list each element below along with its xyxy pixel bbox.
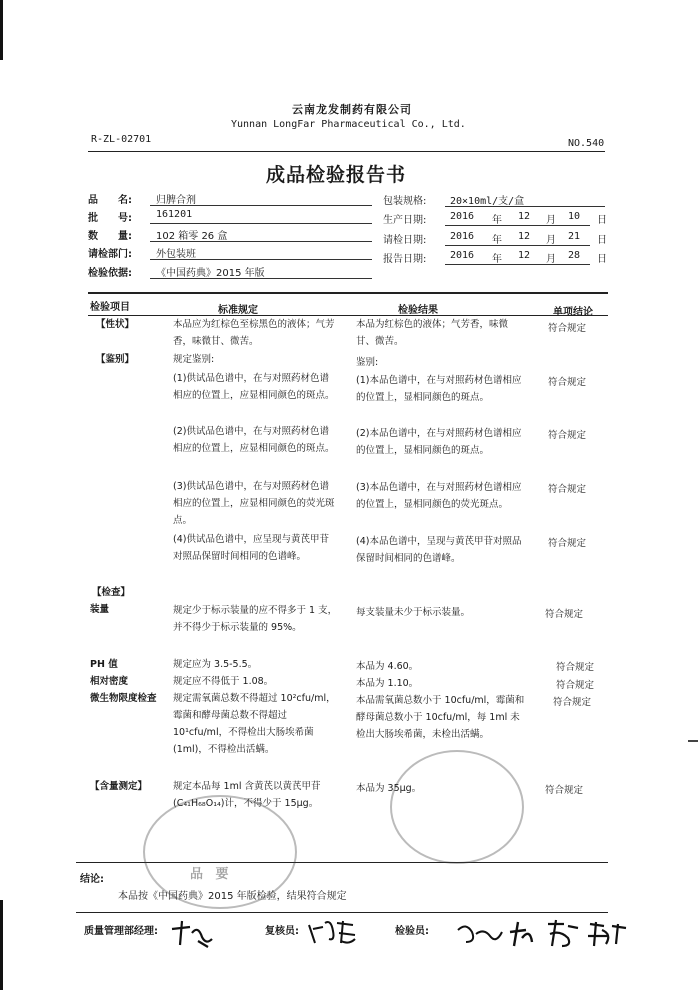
month-unit: 月 <box>546 254 556 265</box>
basis-label: 检验依据: <box>88 268 132 279</box>
table-header-result: 检验结果 <box>398 305 438 316</box>
scan-edge <box>0 0 3 60</box>
underline <box>150 223 372 224</box>
row-standard: 规定应不得低于 1.08。 <box>173 676 274 687</box>
row-result: 本品为 4.60。 <box>356 661 419 672</box>
year-unit: 年 <box>492 235 502 246</box>
basis-value: 《中国药典》2015 年版 <box>156 268 265 279</box>
request-date-day: 21 <box>568 231 581 242</box>
request-date-month: 12 <box>518 231 531 242</box>
row-result: 本品需氧菌总数小于 10cfu/ml，霉菌和酵母菌总数小于 10cfu/ml，每 1ml 未检出大肠埃希菌，未检出活螨。 <box>356 695 525 740</box>
stamp-text: 品 要 <box>190 867 233 882</box>
quantity-value: 102 箱零 26 盒 <box>156 231 228 242</box>
batch-label: 批 号: <box>88 213 132 224</box>
product-value: 归脾合剂 <box>156 195 196 206</box>
underline <box>445 206 605 207</box>
row-result: (2)本品色谱中，在与对照药材色谱相应的位置上，显相同颜色的斑点。 <box>356 428 522 456</box>
day-unit: 日 <box>597 254 607 265</box>
header-divider <box>88 151 605 152</box>
underline <box>445 245 590 246</box>
row-standard: (2)供试品色谱中，在与对照药材色谱相应的位置上，应显相同颜色的斑点。 <box>173 426 335 454</box>
dept-value: 外包装班 <box>156 249 196 260</box>
scan-edge <box>0 900 3 990</box>
table-header-item: 检验项目 <box>90 302 130 313</box>
request-date-label: 请检日期: <box>383 235 427 246</box>
year-unit: 年 <box>492 215 502 226</box>
row-standard: (1)供试品色谱中，在与对照药材色谱相应的位置上，应显相同颜色的斑点。 <box>173 373 335 401</box>
row-item: 【含量测定】 <box>90 781 148 792</box>
doc-number: NO.540 <box>568 138 605 149</box>
doc-code: R-ZL-02701 <box>91 134 152 145</box>
reviewer-label: 复核员: <box>265 926 299 937</box>
row-conclusion: 符合规定 <box>545 609 584 620</box>
production-date-year: 2016 <box>450 211 475 222</box>
table-top-rule <box>88 292 608 294</box>
row-result: 本品为红棕色的液体；气芳香，味微甘、微苦。 <box>356 319 509 347</box>
row-item: 【检查】 <box>92 587 131 598</box>
row-result: (4)本品色谱中，呈现与黄芪甲苷对照品保留时间相同的色谱峰。 <box>356 536 522 564</box>
company-name-en: Yunnan LongFar Pharmaceutical Co., Ltd. <box>231 119 466 130</box>
year-unit: 年 <box>492 254 502 265</box>
month-unit: 月 <box>546 235 556 246</box>
row-conclusion: 符合规定 <box>548 538 587 549</box>
conclusion-label: 结论: <box>80 874 104 885</box>
row-standard: 本品应为红棕色至棕黑色的液体；气芳香，味微甘、微苦。 <box>173 319 335 347</box>
inspection-stamp <box>390 750 524 864</box>
underline <box>445 264 590 265</box>
row-result: (1)本品色谱中，在与对照药材色谱相应的位置上，显相同颜色的斑点。 <box>356 375 522 403</box>
row-standard: 规定鉴别: <box>173 354 215 365</box>
qa-manager-label: 质量管理部经理: <box>84 926 158 937</box>
batch-value: 161201 <box>156 209 193 220</box>
report-title: 成品检验报告书 <box>266 164 407 186</box>
dept-label: 请检部门: <box>88 249 132 260</box>
row-result: 本品为 35μg。 <box>356 783 422 794</box>
inspection-stamp <box>143 795 297 909</box>
row-conclusion: 符合规定 <box>545 785 584 796</box>
reviewer-signature <box>305 915 360 947</box>
row-conclusion: 符合规定 <box>548 377 587 388</box>
row-item: 【性状】 <box>96 319 135 330</box>
production-date-month: 12 <box>518 211 531 222</box>
table-header-rule <box>88 315 608 316</box>
company-name-cn: 云南龙发制药有限公司 <box>292 103 412 116</box>
row-conclusion: 符合规定 <box>548 430 587 441</box>
underline <box>150 205 372 206</box>
row-standard: 规定需氧菌总数不得超过 10²cfu/ml，霉菌和酵母菌总数不得超过 10¹cfu/ml，不得检出大肠埃希菌(1ml)，不得检出活螨。 <box>173 693 336 755</box>
row-item: 微生物限度检查 <box>90 693 157 704</box>
underline <box>150 259 372 260</box>
report-date-year: 2016 <box>450 250 475 261</box>
conclusion-bottom-rule <box>76 912 608 913</box>
report-date-month: 12 <box>518 250 531 261</box>
inspector-label: 检验员: <box>395 926 429 937</box>
scan-mark <box>688 740 698 742</box>
row-conclusion: 符合规定 <box>556 680 595 691</box>
spec-label: 包装规格: <box>383 196 427 207</box>
report-date-day: 28 <box>568 250 581 261</box>
underline <box>445 225 590 226</box>
row-result: 本品为 1.10。 <box>356 678 419 689</box>
row-conclusion: 符合规定 <box>553 697 592 708</box>
row-conclusion: 符合规定 <box>548 484 587 495</box>
conclusion-text: 本品按《中国药典》2015 年版检验，结果符合规定 <box>118 891 347 902</box>
production-date-day: 10 <box>568 211 581 222</box>
report-date-label: 报告日期: <box>383 254 427 265</box>
underline <box>150 241 372 242</box>
row-result: (3)本品色谱中，在与对照药材色谱相应的位置上，显相同颜色的荧光斑点。 <box>356 482 522 510</box>
day-unit: 日 <box>597 235 607 246</box>
underline <box>150 278 372 279</box>
qa-manager-signature <box>168 915 218 955</box>
row-standard: (3)供试品色谱中，在与对照药材色谱相应的位置上，应显相同颜色的荧光斑点。 <box>173 481 335 526</box>
month-unit: 月 <box>546 215 556 226</box>
request-date-year: 2016 <box>450 231 475 242</box>
row-standard: (4)供试品色谱中，应呈现与黄芪甲苷对照品保留时间相同的色谱峰。 <box>173 534 329 562</box>
row-item: PH 值 <box>90 659 118 670</box>
product-label: 品 名: <box>88 195 132 206</box>
spec-value: 20×10ml/支/盒 <box>450 196 525 207</box>
row-standard: 规定本品每 1ml 含黄芪以黄芪甲苷(C₄₁H₆₈O₁₄)计，不得少于 15μg。 <box>173 781 321 809</box>
row-item: 装量 <box>90 604 110 615</box>
quantity-label: 数 量: <box>88 231 132 242</box>
day-unit: 日 <box>597 215 607 226</box>
row-item: 相对密度 <box>90 676 129 687</box>
inspector-signatures <box>456 916 636 952</box>
row-conclusion: 符合规定 <box>548 323 587 334</box>
row-conclusion: 符合规定 <box>556 662 595 673</box>
table-header-conclusion: 单项结论 <box>553 307 593 318</box>
row-item: 【鉴别】 <box>96 354 135 365</box>
row-result: 每支装量未少于标示装量。 <box>356 607 471 618</box>
row-standard: 规定应为 3.5-5.5。 <box>173 659 258 670</box>
table-header-standard: 标准规定 <box>218 305 258 316</box>
row-result: 鉴别: <box>356 357 379 368</box>
row-standard: 规定少于标示装量的应不得多于 1 支，并不得少于标示装量的 95%。 <box>173 605 338 633</box>
production-date-label: 生产日期: <box>383 215 427 226</box>
